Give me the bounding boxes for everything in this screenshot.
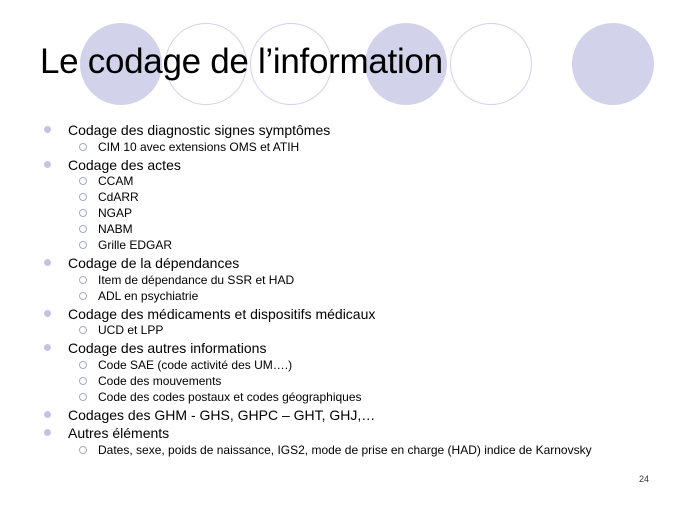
sub-list-item-label: Dates, sexe, poids de naissance, IGS2, mode de prise en charge (HAD) indice de Karnovsky	[98, 442, 592, 457]
bullet-dot-icon	[44, 429, 51, 436]
sub-list-item-label: Code SAE (code activité des UM….)	[98, 357, 293, 372]
list-item	[44, 255, 669, 272]
sub-list-item-label: ADL en psychiatrie	[98, 288, 199, 303]
sub-list-item	[44, 237, 669, 253]
bullet-ring-icon	[79, 361, 87, 369]
sub-list-item-label: Item de dépendance du SSR et HAD	[98, 272, 295, 287]
bullet-ring-icon	[79, 143, 87, 151]
bullet-ring-icon	[79, 193, 87, 201]
list-item-label: Codage des autres informations	[68, 340, 267, 356]
sub-list-item	[44, 139, 669, 155]
decorative-circle	[572, 23, 654, 105]
sub-list-item	[44, 221, 669, 237]
bullet-ring-icon	[79, 292, 87, 300]
list-item	[44, 340, 669, 357]
list-item-label: Codage des actes	[68, 156, 181, 173]
bullet-ring-icon	[79, 177, 87, 185]
sub-list-item-label: NABM	[98, 222, 133, 236]
bullet-dot-icon	[44, 259, 51, 266]
list-item	[44, 306, 669, 323]
list-item-label: Codage des médicaments et dispositifs médicaux	[68, 305, 376, 322]
slide-title: Le codage de l’information	[40, 42, 443, 81]
sub-list-item-label: Code des mouvements	[98, 373, 222, 388]
bullet-ring-icon	[79, 276, 87, 284]
sub-list-item	[44, 373, 669, 389]
bullet-ring-icon	[79, 209, 87, 217]
sub-list-item-label: NGAP	[98, 206, 133, 220]
bullet-ring-icon	[79, 225, 87, 233]
sub-list-item	[44, 189, 669, 205]
list-item	[44, 122, 669, 139]
sub-list-item	[44, 357, 669, 373]
sub-list-item	[44, 442, 669, 458]
decorative-circle	[450, 23, 532, 105]
bullet-ring-icon	[79, 446, 87, 454]
list-item-label: Autres éléments	[68, 425, 170, 441]
sub-list-item-label: Code des codes postaux et codes géographiques	[98, 389, 362, 404]
sub-list-item	[44, 272, 669, 288]
sub-list-item-label: Grille EDGAR	[98, 238, 173, 252]
bullet-list	[44, 122, 669, 458]
page-number: 24	[638, 474, 649, 484]
list-item	[44, 407, 669, 424]
bullet-ring-icon	[79, 326, 87, 334]
sub-list-item	[44, 288, 669, 304]
sub-list-item-label: UCD et LPP	[98, 323, 164, 337]
list-item	[44, 157, 669, 174]
list-item-label: Codages des GHM - GHS, GHPC – GHT, GHJ,…	[68, 406, 376, 423]
list-item-label: Codage des diagnostic signes symptômes	[68, 122, 331, 138]
sub-list-item	[44, 173, 669, 189]
sub-list-item	[44, 205, 669, 221]
sub-list-item-label: CCAM	[98, 174, 134, 188]
bullet-dot-icon	[44, 344, 51, 351]
bullet-dot-icon	[44, 126, 51, 133]
bullet-dot-icon	[44, 411, 51, 418]
sub-list-item	[44, 322, 669, 338]
list-item-label: Codage de la dépendances	[68, 255, 240, 271]
bullet-ring-icon	[79, 377, 87, 385]
sub-list-item	[44, 389, 669, 405]
bullet-dot-icon	[44, 161, 51, 168]
bullet-ring-icon	[79, 393, 87, 401]
bullet-dot-icon	[44, 310, 51, 317]
list-item	[44, 425, 669, 442]
sub-list-item-label: CdARR	[98, 190, 139, 204]
sub-list-item-label: CIM 10 avec extensions OMS et ATIH	[98, 139, 300, 154]
bullet-ring-icon	[79, 241, 87, 249]
